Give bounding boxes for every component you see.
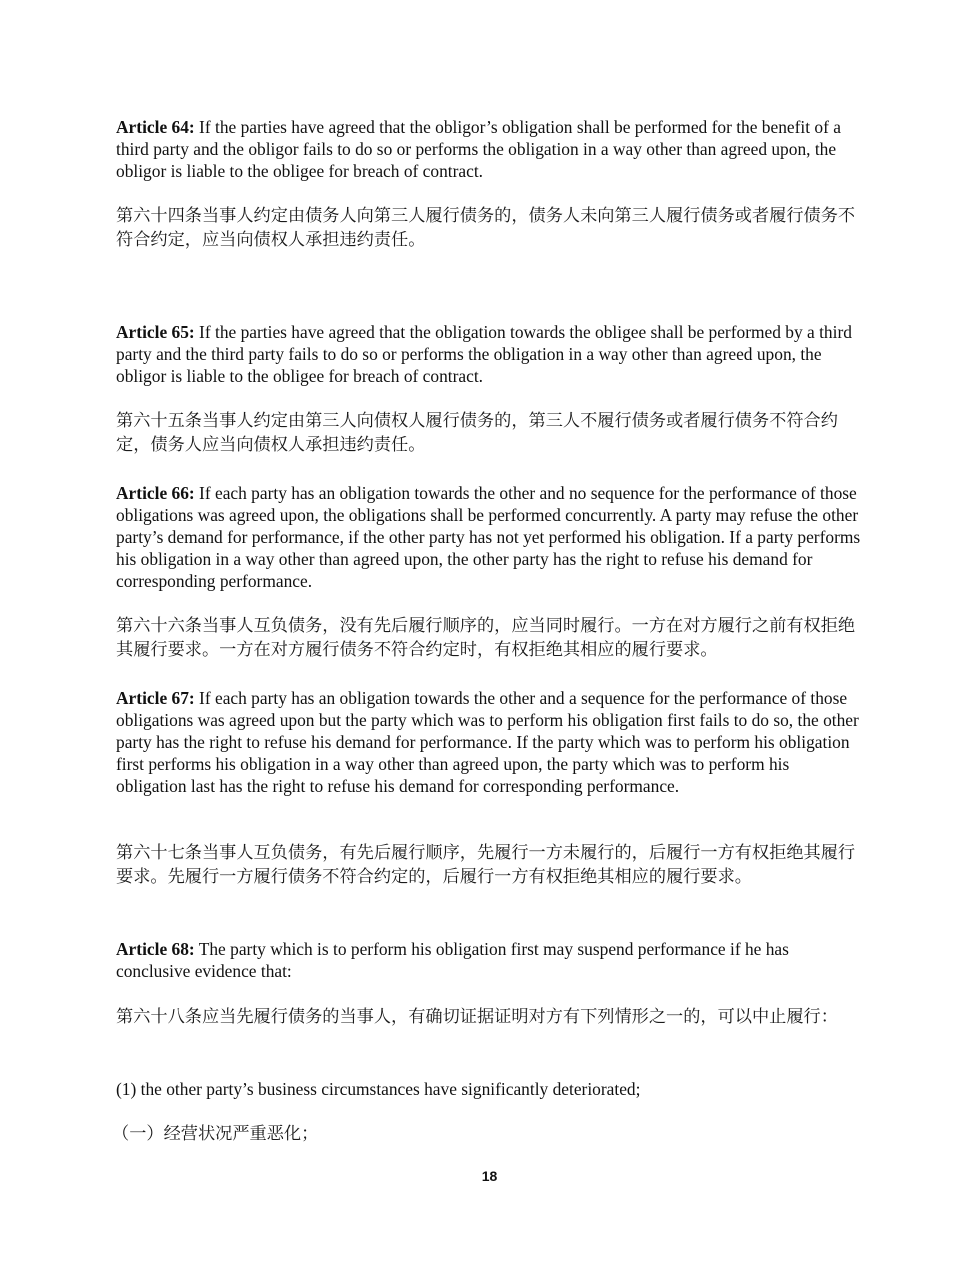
article-65-english bbox=[116, 321, 864, 387]
page-number: 18 bbox=[481, 1168, 498, 1184]
article-67-chinese: 第六十七条当事人互负债务，有先后履行顺序，先履行一方未履行的，后履行一方有权拒绝其履行要求。先履行一方履行债务不符合约定的，后履行一方有权拒绝其相应的履行要求。 bbox=[116, 843, 856, 887]
article-64-heading: Article 64: bbox=[116, 117, 195, 137]
article-65-text: If the parties have agreed that the obligation towards the obligee shall be performed by a third party and the third party fails to do so or performs the obligation in a way other than agreed upon, the obligor is liable to the obligee for breach of contract. bbox=[116, 322, 852, 386]
article-67-text: If each party has an obligation towards the other and a sequence for the performance of those obligations was agreed upon but the party which was to perform his obligation first fails to do so, the other party has the right to refuse his demand for performance. If the party which was to perform his obligation first performs his obligation in a way other than agreed upon, the party which was to perform his obligation last has the right to refuse his demand for corresponding performance. bbox=[116, 688, 859, 796]
article-67-heading: Article 67: bbox=[116, 688, 195, 708]
item-1-chinese: （一）经营状况严重恶化； bbox=[112, 1124, 319, 1144]
article-65-heading: Article 65: bbox=[116, 322, 195, 342]
item-1-english: (1) the other party’s business circumstances have significantly deteriorated; bbox=[116, 1079, 641, 1099]
article-66-heading: Article 66: bbox=[116, 483, 195, 503]
article-68-heading: Article 68: bbox=[116, 939, 195, 959]
article-68-chinese: 第六十八条应当先履行债务的当事人，有确切证据证明对方有下列情形之一的，可以中止履行： bbox=[116, 1007, 838, 1027]
article-66-chinese: 第六十六条当事人互负债务，没有先后履行顺序的，应当同时履行。一方在对方履行之前有权拒绝其履行要求。一方在对方履行债务不符合约定时，有权拒绝其相应的履行要求。 bbox=[116, 616, 856, 660]
article-66-text: If each party has an obligation towards the other and no sequence for the performance of those obligations was agreed upon, the obligations shall be performed concurrently. A party may refuse the other party’s demand for performance, if the other party has not yet performed his obligation. If a party performs his obligation in a way other than agreed upon, the other party has the right to refuse his demand for corresponding performance. bbox=[116, 483, 861, 591]
article-66-english bbox=[116, 482, 864, 592]
article-68-english bbox=[116, 938, 864, 982]
article-64-chinese: 第六十四条当事人约定由债务人向第三人履行债务的，债务人未向第三人履行债务或者履行债务不符合约定，应当向债权人承担违约责任。 bbox=[116, 206, 856, 250]
article-65-chinese: 第六十五条当事人约定由第三人向债权人履行债务的，第三人不履行债务或者履行债务不符合约定，债务人应当向债权人承担违约责任。 bbox=[116, 411, 838, 455]
article-64-english bbox=[116, 116, 864, 182]
article-67-english bbox=[116, 687, 864, 797]
article-68-text: The party which is to perform his obligation first may suspend performance if he has conclusive evidence that: bbox=[116, 939, 789, 981]
article-64-text: If the parties have agreed that the obligor’s obligation shall be performed for the benefit of a third party and the obligor fails to do so or performs the obligation in a way other than agreed upon, the obligor is liable to the obligee for breach of contract. bbox=[116, 117, 841, 181]
